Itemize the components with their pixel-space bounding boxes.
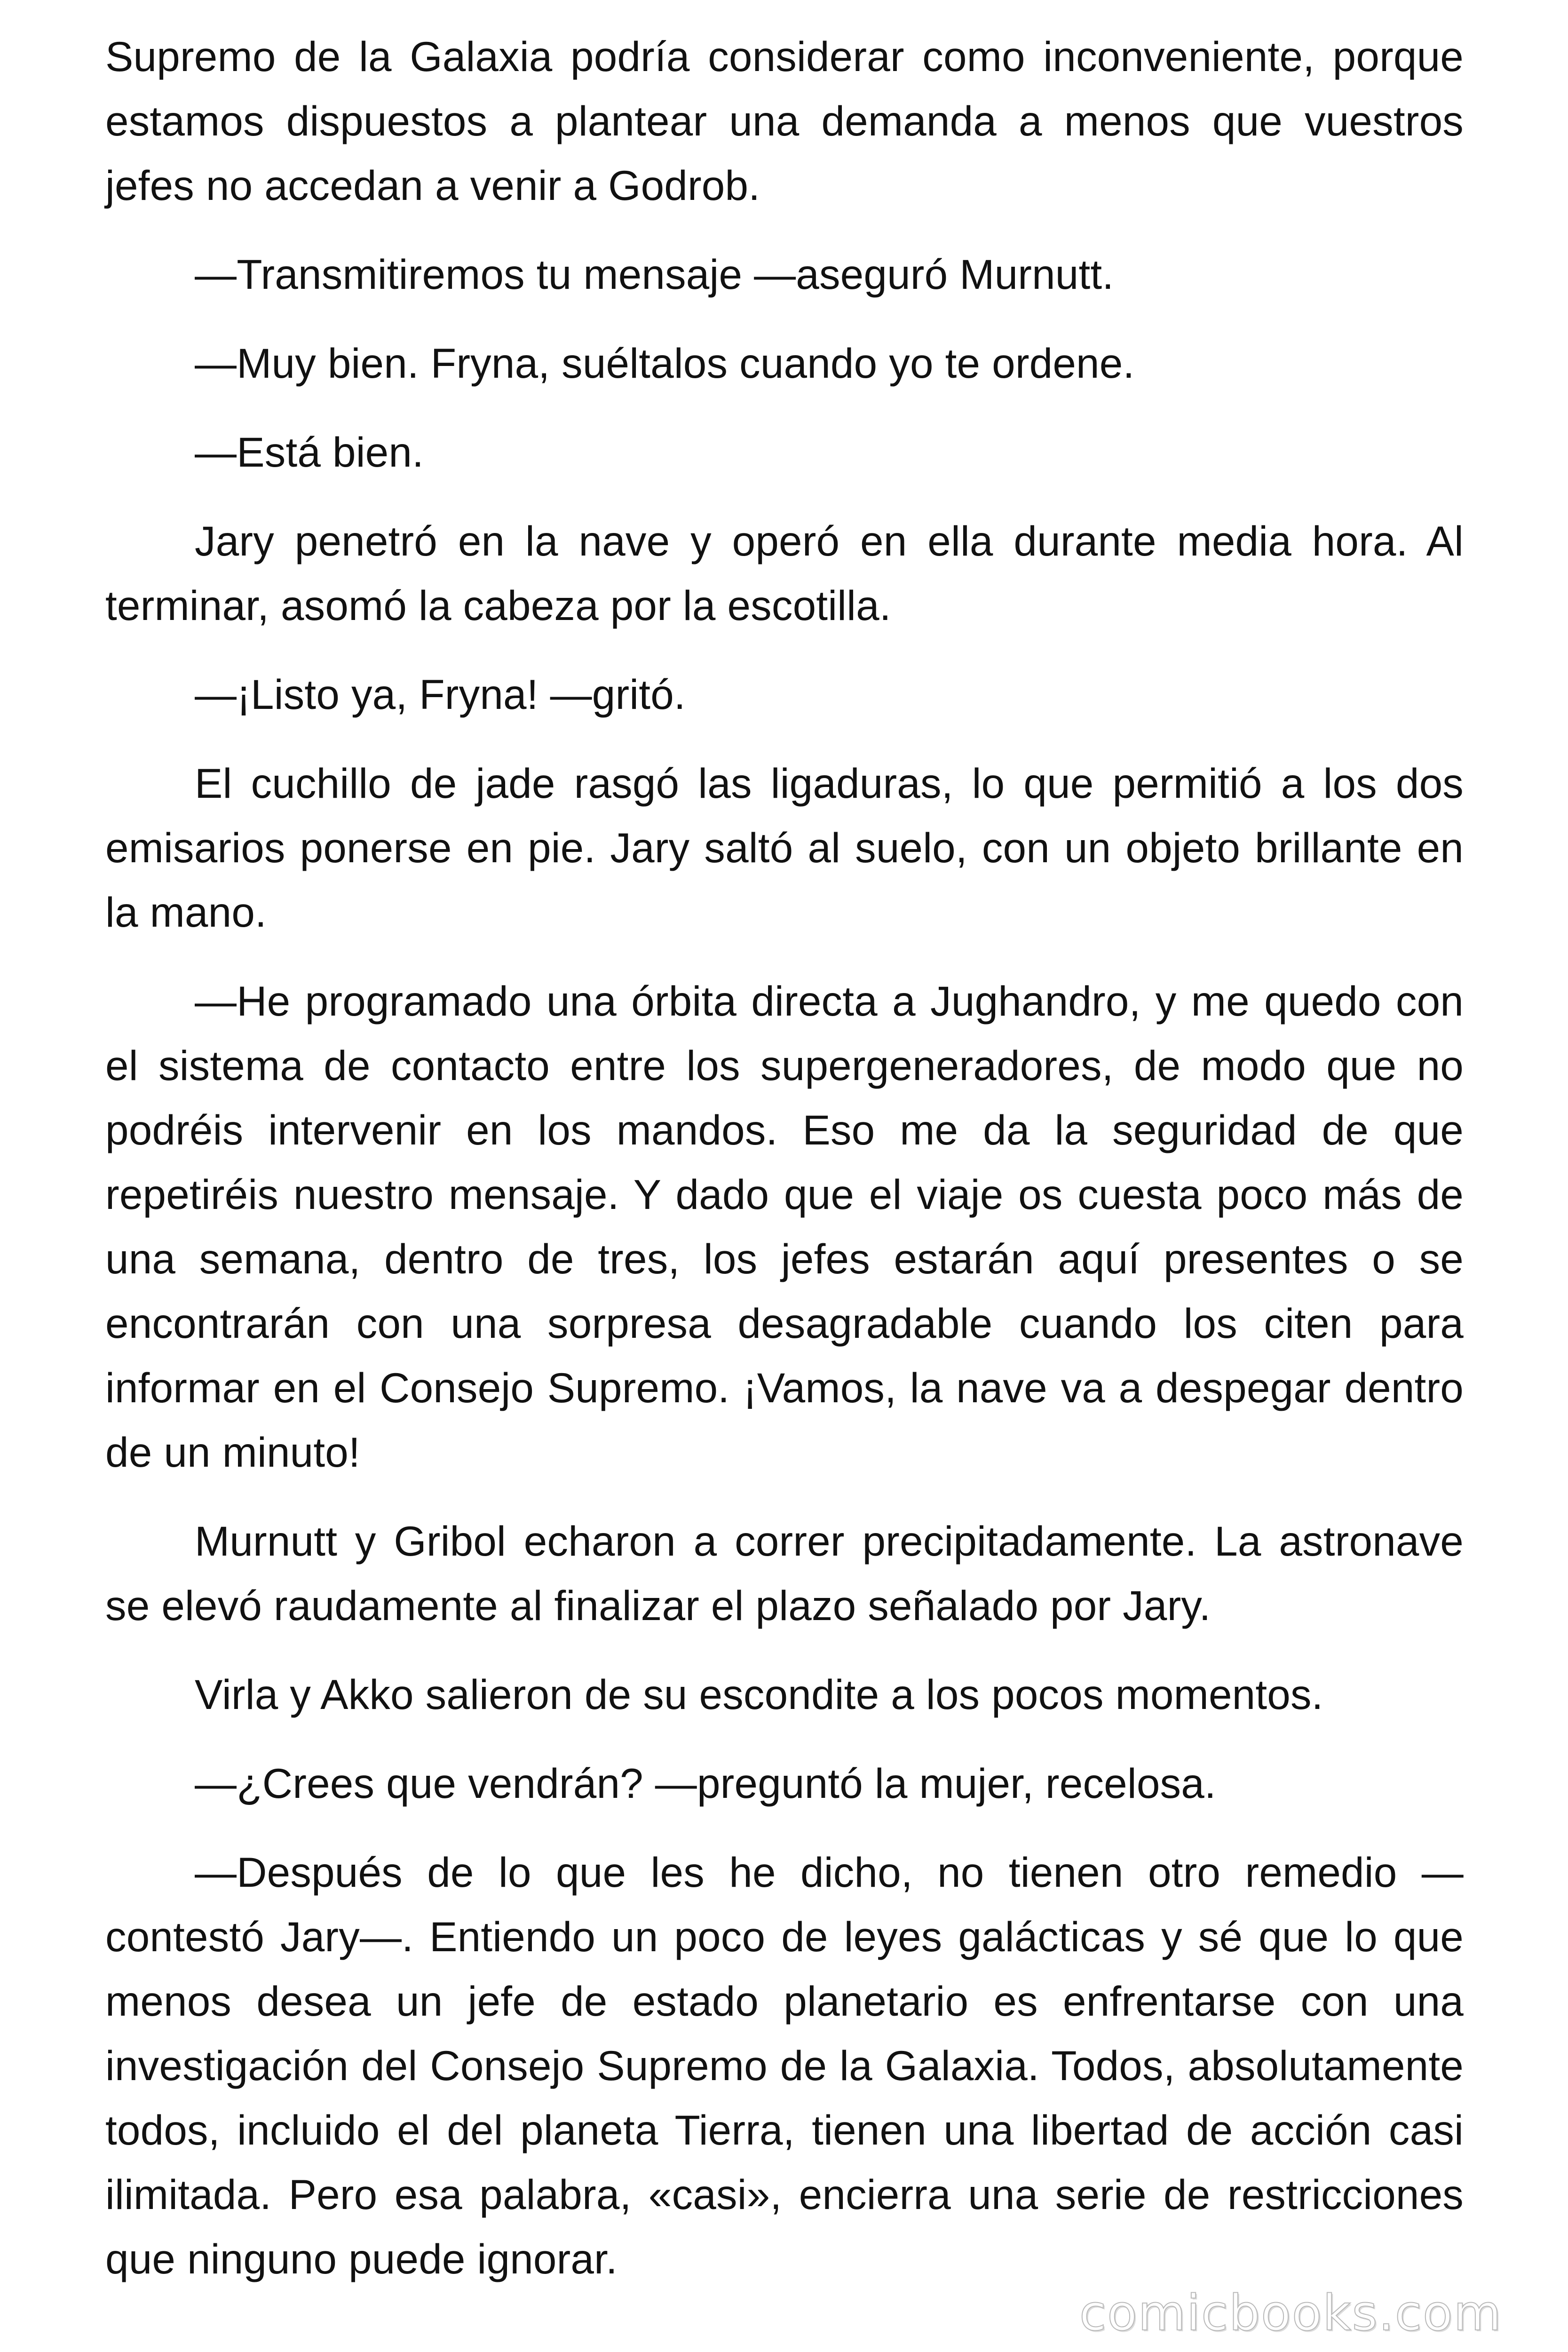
paragraph-dialogue: —Está bien. (195, 429, 424, 476)
paragraph-dialogue: —Transmitiremos tu mensaje —aseguró Murnutt. (195, 251, 1114, 298)
paragraph-dialogue: —He programado una órbita directa a Jughandro, y me quedo con el sistema de contacto entre los supergeneradores, de modo que no podréis intervenir en los mandos. Eso me da la seguridad de que repetiréis nuestro mensaje. Y dado que el viaje os cuesta poco más de una semana, dentro de tres, los jefes estarán aquí presentes o se encontrarán con una sorpresa desagradable cuando los citen para informar en el Consejo Supremo. ¡Vamos, la nave va a despegar dentro de un minuto! (105, 977, 1464, 1476)
paragraph-dialogue: —¿Crees que vendrán? —preguntó la mujer, recelosa. (195, 1760, 1216, 1807)
page-text (105, 24, 1464, 2316)
paragraph-continuation: Supremo de la Galaxia podría considerar como inconveniente, porque estamos dispuestos a plantear una demanda a menos que vuestros jefes no accedan a venir a Godrob. (105, 33, 1464, 209)
paragraph-dialogue: —Después de lo que les he dicho, no tienen otro remedio —contestó Jary—. Entiendo un poco de leyes galácticas y sé que lo que menos desea un jefe de estado planetario es enfrentarse con una investigación del Consejo Supremo de la Galaxia. Todos, absolutamente todos, incluido el del planeta Tierra, tienen una libertad de acción casi ilimitada. Pero esa palabra, «casi», encierra una serie de restricciones que ninguno puede ignorar. (105, 1849, 1464, 2282)
paragraph-dialogue: —¡Listo ya, Fryna! —gritó. (195, 671, 686, 718)
paragraph: Jary penetró en la nave y operó en ella durante media hora. Al terminar, asomó la cabeza por la escotilla. (105, 517, 1464, 629)
paragraph-dialogue: —Muy bien. Fryna, suéltalos cuando yo te ordene. (195, 340, 1135, 387)
paragraph: Murnutt y Gribol echaron a correr precipitadamente. La astronave se elevó raudamente al finalizar el plazo señalado por Jary. (105, 1518, 1464, 1629)
watermark: comicbooks.com (1079, 2284, 1502, 2342)
paragraph: Virla y Akko salieron de su escondite a los pocos momentos. (195, 1671, 1323, 1718)
paragraph: El cuchillo de jade rasgó las ligaduras, lo que permitió a los dos emisarios ponerse en pie. Jary saltó al suelo, con un objeto brillante en la mano. (105, 760, 1464, 936)
